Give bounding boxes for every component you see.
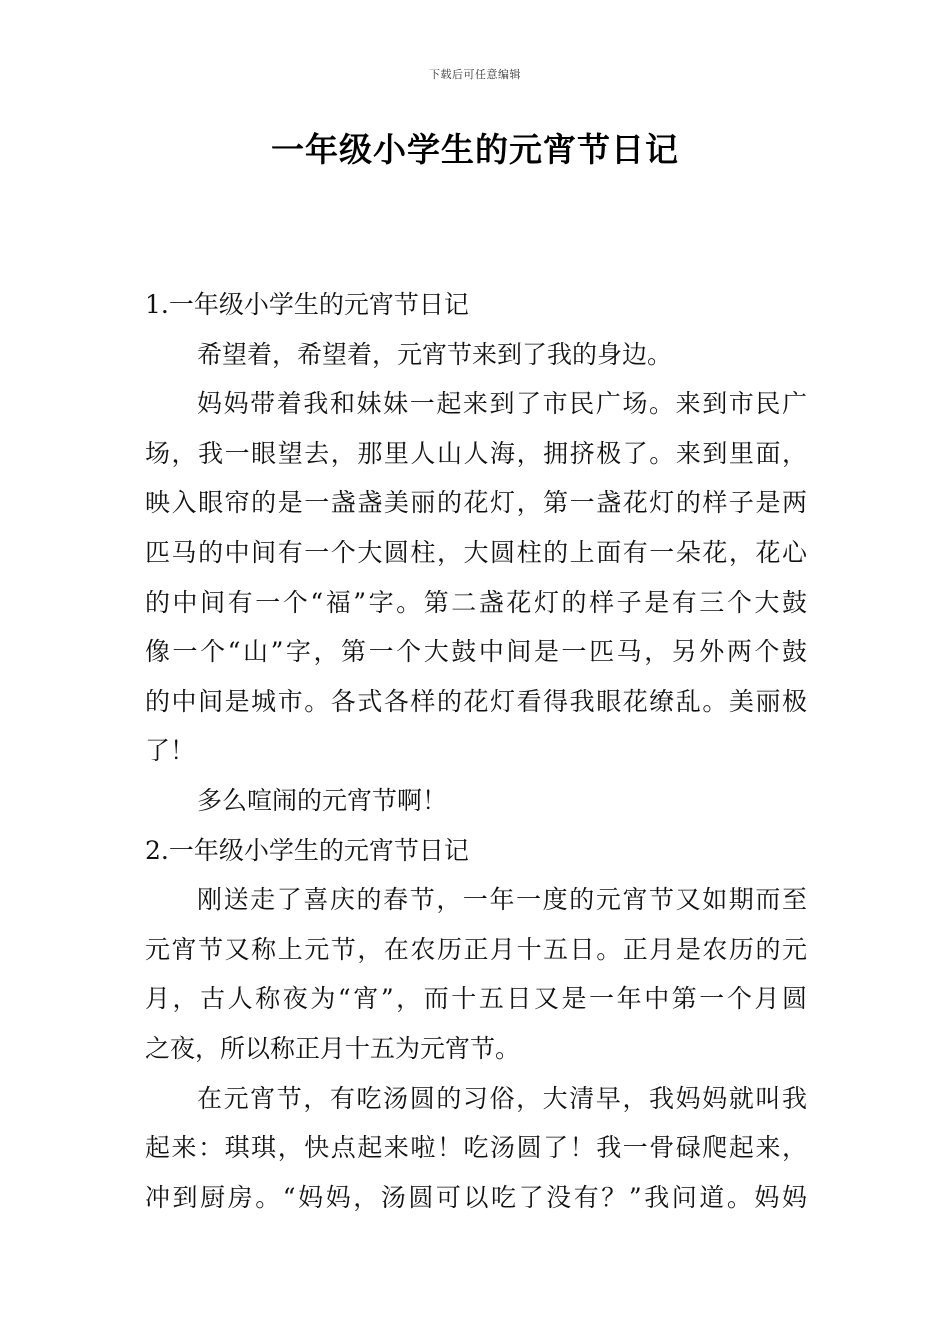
text-line: 元宵节又称上元节，在农历正月十五日。正月是农历的元 xyxy=(145,934,807,964)
text-line: 2.一年级小学生的元宵节日记 xyxy=(145,835,469,865)
text-line: 刚送走了喜庆的春节，一年一度的元宵节又如期而至 xyxy=(197,885,807,915)
text-line: 冲到厨房。“妈妈，汤圆可以吃了没有？”我问道。妈妈 xyxy=(145,1182,807,1212)
text-line: 1.一年级小学生的元宵节日记 xyxy=(145,290,469,319)
header-note: 下载后可任意编辑 xyxy=(429,68,521,81)
text-line: 妈妈带着我和妹妹一起来到了市民广场。来到市民广 xyxy=(197,389,807,419)
text-line: 在元宵节，有吃汤圆的习俗，大清早，我妈妈就叫我 xyxy=(197,1083,807,1113)
text-line: 月，古人称夜为“宵”，而十五日又是一年中第一个月圆 xyxy=(145,984,807,1014)
text-line: 场，我一眼望去，那里人山人海，拥挤极了。来到里面， xyxy=(145,438,807,468)
text-line: 像一个“山”字，第一个大鼓中间是一匹马，另外两个鼓 xyxy=(145,637,807,667)
text-line: 多么喧闹的元宵节啊！ xyxy=(197,785,448,815)
document-title: 一年级小学生的元宵节日记 xyxy=(271,130,679,169)
text-line: 了！ xyxy=(145,736,196,766)
text-line: 的中间有一个“福”字。第二盏花灯的样子是有三个大鼓 xyxy=(145,587,807,617)
text-line: 希望着，希望着，元宵节来到了我的身边。 xyxy=(197,339,673,369)
text-line: 匹马的中间有一个大圆柱，大圆柱的上面有一朵花，花心 xyxy=(145,537,807,567)
text-line: 起来：琪琪，快点起来啦！吃汤圆了！我一骨碌爬起来， xyxy=(145,1133,807,1163)
text-line: 映入眼帘的是一盏盏美丽的花灯，第一盏花灯的样子是两 xyxy=(145,488,807,518)
text-line: 之夜，所以称正月十五为元宵节。 xyxy=(145,1033,521,1063)
text-line: 的中间是城市。各式各样的花灯看得我眼花缭乱。美丽极 xyxy=(145,686,807,716)
document-body xyxy=(145,280,807,1222)
